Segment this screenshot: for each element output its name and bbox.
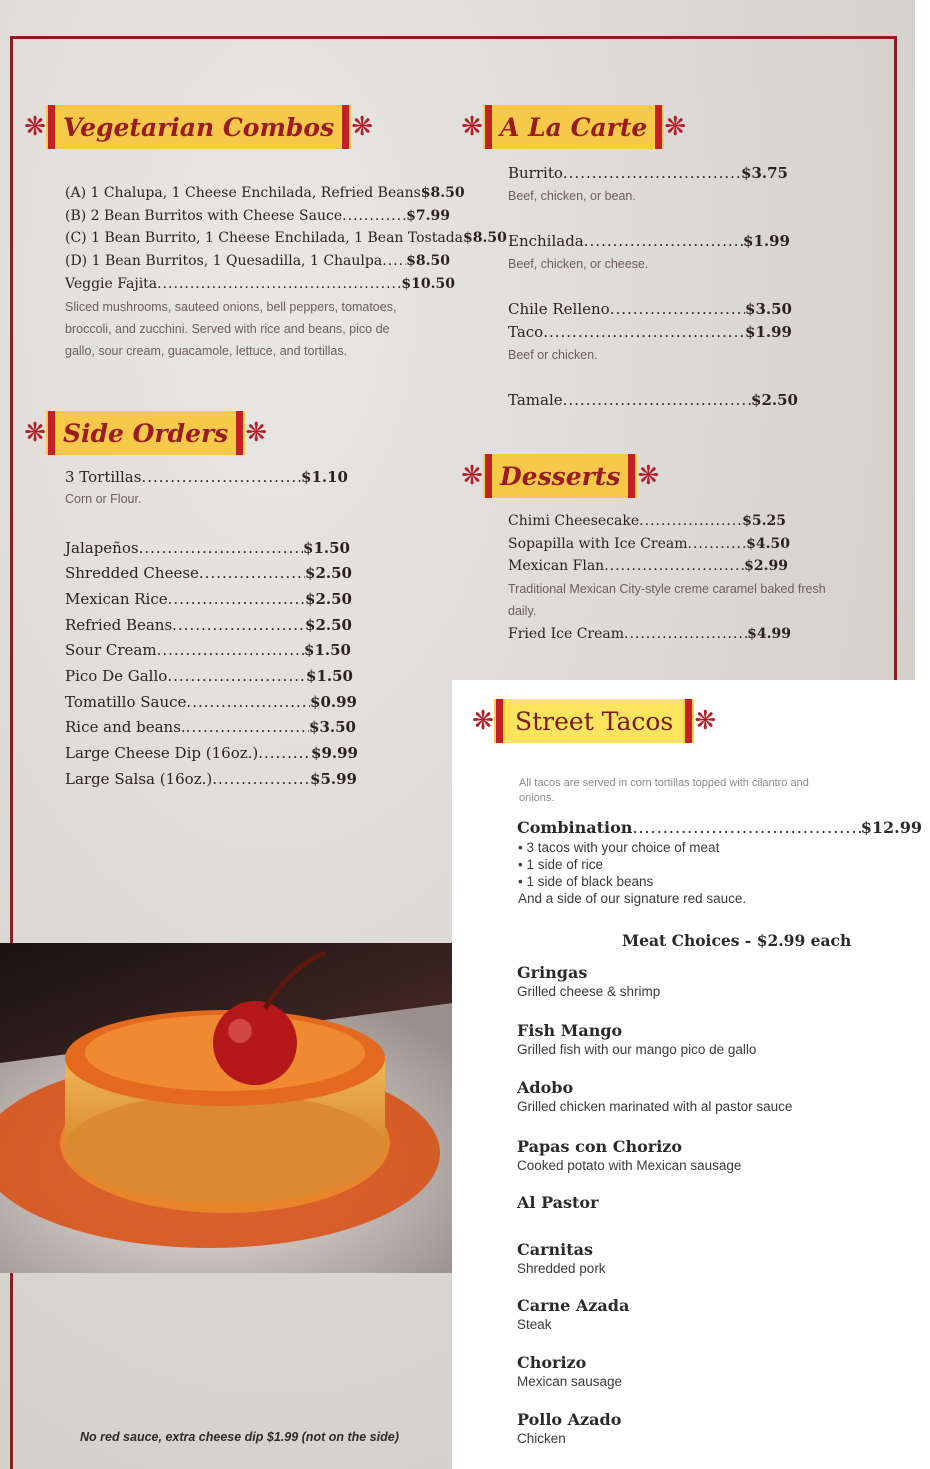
combination-details: • 3 tacos with your choice of meat • 1 side of rice • 1 side of black beans And a side of our signature red sauce.	[518, 840, 747, 906]
item-description: Beef, chicken, or cheese.	[508, 257, 649, 271]
banner-vegetarian-combos	[24, 104, 373, 150]
banner-bar	[494, 699, 505, 743]
menu-item: Burrito ..... $3.75	[508, 164, 788, 182]
menu-item: (C) 1 Bean Burrito, 1 Cheese Enchilada, 1 Bean Tostada $8.50	[65, 230, 507, 246]
menu-item: (D) 1 Bean Burritos, 1 Quesadilla, 1 Chaulpa ..... $8.50	[65, 252, 450, 270]
meat-choice: Carne Azada Steak	[517, 1296, 630, 1332]
banner-side-orders	[24, 410, 267, 456]
menu-item: Large Salsa (16oz.) ..... $5.99	[65, 770, 357, 788]
banner-bar	[234, 411, 245, 455]
item-description: Beef or chicken.	[508, 348, 598, 362]
meat-choice: Chorizo Mexican sausage	[517, 1353, 623, 1389]
banner-bar	[46, 411, 57, 455]
menu-item: Chimi Cheesecake ..... $5.25	[508, 512, 786, 530]
menu-item: Rice and beans. ..... $3.50	[65, 718, 356, 736]
banner-a-la-carte	[461, 104, 686, 150]
menu-item: (B) 2 Bean Burritos with Cheese Sauce ..... $7.99	[65, 207, 450, 225]
menu-item: Refried Beans ..... $2.50	[65, 616, 352, 634]
section-title: Vegetarian Combos	[57, 105, 340, 149]
menu-item: Large Cheese Dip (16oz.) ..... $9.99	[65, 744, 358, 762]
menu-item: Tomatillo Sauce ..... $0.99	[65, 693, 357, 711]
meat-choice: Carnitas Shredded pork	[517, 1240, 606, 1276]
item-description: Traditional Mexican City-style creme caramel baked fresh daily.	[508, 582, 826, 618]
meat-choice: Pollo Azado Chicken	[517, 1410, 622, 1446]
section-title: Desserts	[494, 454, 626, 498]
item-description: Corn or Flour.	[65, 492, 142, 506]
menu-item: Mexican Rice ..... $2.50	[65, 590, 352, 608]
street-tacos-intro: All tacos are served in corn tortillas topped with cilantro and onions.	[519, 777, 809, 804]
menu-item: Chile Relleno ..... $3.50	[508, 300, 792, 318]
banner-bar	[683, 699, 694, 743]
banner-street-tacos	[472, 698, 716, 744]
meat-choice: Papas con Chorizo Cooked potato with Mexican sausage	[517, 1137, 742, 1173]
menu-item: Pico De Gallo ..... $1.50	[65, 667, 353, 685]
menu-item: Tamale ..... $2.50	[508, 391, 798, 409]
menu-item: Veggie Fajita ..... $10.50	[65, 275, 455, 293]
banner-desserts	[461, 453, 659, 499]
menu-item: 3 Tortillas ..... $1.10	[65, 468, 348, 486]
meat-choices-header: Meat Choices - $2.99 each	[622, 931, 852, 950]
section-title: Street Tacos	[505, 699, 683, 743]
flan-photo	[0, 943, 453, 1273]
menu-item: Sour Cream ..... $1.50	[65, 641, 351, 659]
footer-note: No red sauce, extra cheese dip $1.99 (not on the side)	[80, 1430, 399, 1444]
banner-bar	[483, 105, 494, 149]
floral-ornament-icon: ❋	[245, 418, 268, 448]
menu-item: Jalapeños ..... $1.50	[65, 539, 350, 557]
meat-choice: Fish Mango Grilled fish with our mango pico de gallo	[517, 1021, 757, 1057]
banner-bar	[483, 454, 494, 498]
floral-ornament-icon: ❋	[472, 706, 494, 736]
banner-bar	[340, 105, 351, 149]
floral-ornament-icon: ❋	[664, 112, 687, 142]
banner-bar	[46, 105, 57, 149]
menu-item: Sopapilla with Ice Cream ..... $4.50	[508, 535, 790, 553]
meat-choice: Adobo Grilled chicken marinated with al pastor sauce	[517, 1078, 793, 1114]
item-description: Sliced mushrooms, sauteed onions, bell peppers, tomatoes, broccoli, and zucchini. Served with rice and beans, pico de gallo, sour cream, guacamole, lettuce, and tortillas.	[65, 300, 397, 358]
banner-bar	[653, 105, 664, 149]
combination-item: Combination ..... $12.99	[517, 818, 922, 838]
banner-bar	[626, 454, 637, 498]
floral-ornament-icon: ❋	[694, 706, 717, 736]
floral-ornament-icon: ❋	[24, 112, 46, 142]
menu-item: Mexican Flan ..... $2.99	[508, 557, 788, 575]
section-title: A La Carte	[494, 105, 653, 149]
menu-item: Fried Ice Cream ..... $4.99	[508, 625, 791, 643]
menu-item: Taco ..... $1.99	[508, 323, 792, 341]
floral-ornament-icon: ❋	[351, 112, 374, 142]
floral-ornament-icon: ❋	[461, 461, 483, 491]
meat-choice: Gringas Grilled cheese & shrimp	[517, 963, 661, 999]
floral-ornament-icon: ❋	[637, 461, 660, 491]
menu-item: (A) 1 Chalupa, 1 Cheese Enchilada, Refried Beans $8.50	[65, 185, 465, 201]
menu-item: Shredded Cheese ..... $2.50	[65, 564, 352, 582]
item-description: Beef, chicken, or bean.	[508, 189, 636, 203]
meat-choice: Al Pastor	[517, 1193, 599, 1212]
menu-item: Enchilada ..... $1.99	[508, 232, 790, 250]
flan-illustration	[0, 943, 453, 1273]
section-title: Side Orders	[57, 411, 234, 455]
floral-ornament-icon: ❋	[461, 112, 483, 142]
floral-ornament-icon: ❋	[24, 418, 46, 448]
